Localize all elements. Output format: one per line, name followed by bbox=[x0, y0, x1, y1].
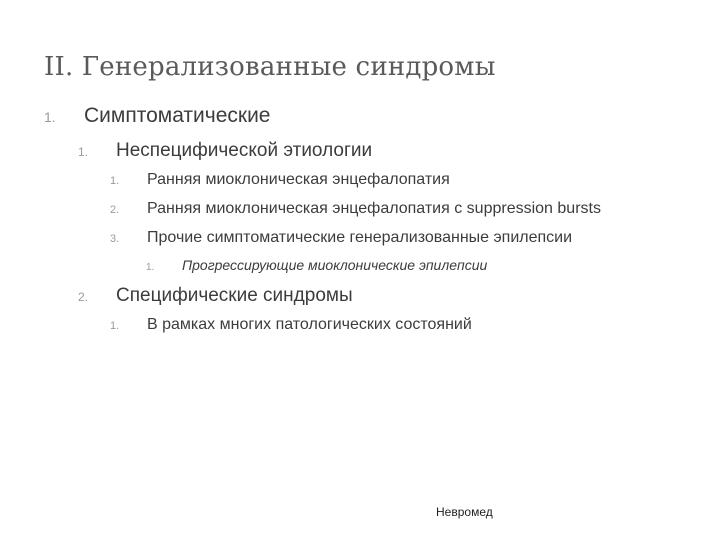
list-item-specific-syndromes bbox=[78, 285, 353, 307]
list-number: 1. bbox=[44, 109, 56, 125]
list-item-other-symptomatic bbox=[110, 229, 572, 247]
list-number: 2. bbox=[78, 290, 89, 304]
list-item-label: Ранняя миоклоническая энцефалопатия с suppression bursts bbox=[147, 200, 601, 217]
list-item-label: В рамках многих патологических состояний bbox=[147, 316, 472, 333]
list-item-label: Прогрессирующие миоклонические эпилепсии bbox=[182, 257, 488, 273]
footer-text: Невромед bbox=[436, 505, 493, 519]
list-item-nonspecific-etiology bbox=[78, 140, 372, 162]
list-item-label: Ранняя миоклоническая энцефалопатия bbox=[147, 171, 450, 188]
list-number: 1. bbox=[110, 320, 120, 332]
list-item-pathological-states bbox=[110, 316, 472, 334]
list-number: 1. bbox=[146, 262, 155, 273]
list-item-early-myoclonic-suppression bbox=[110, 200, 601, 218]
list-number: 2. bbox=[110, 204, 120, 216]
list-item-symptomatic bbox=[44, 104, 271, 128]
list-item-label: Неспецифической этиологии bbox=[116, 140, 373, 161]
list-number: 1. bbox=[78, 145, 89, 159]
list-item-label: Симптоматические bbox=[84, 104, 271, 127]
list-number: 1. bbox=[110, 175, 120, 187]
list-item-progressive-myoclonic bbox=[146, 257, 487, 273]
list-item-label: Специфические синдромы bbox=[116, 285, 353, 306]
list-item-early-myoclonic bbox=[110, 171, 450, 189]
list-item-label: Прочие симптоматические генерализованные эпилепсии bbox=[147, 229, 573, 246]
slide-title: II. Генерализованные синдромы bbox=[44, 52, 496, 82]
list-number: 3. bbox=[110, 233, 120, 245]
